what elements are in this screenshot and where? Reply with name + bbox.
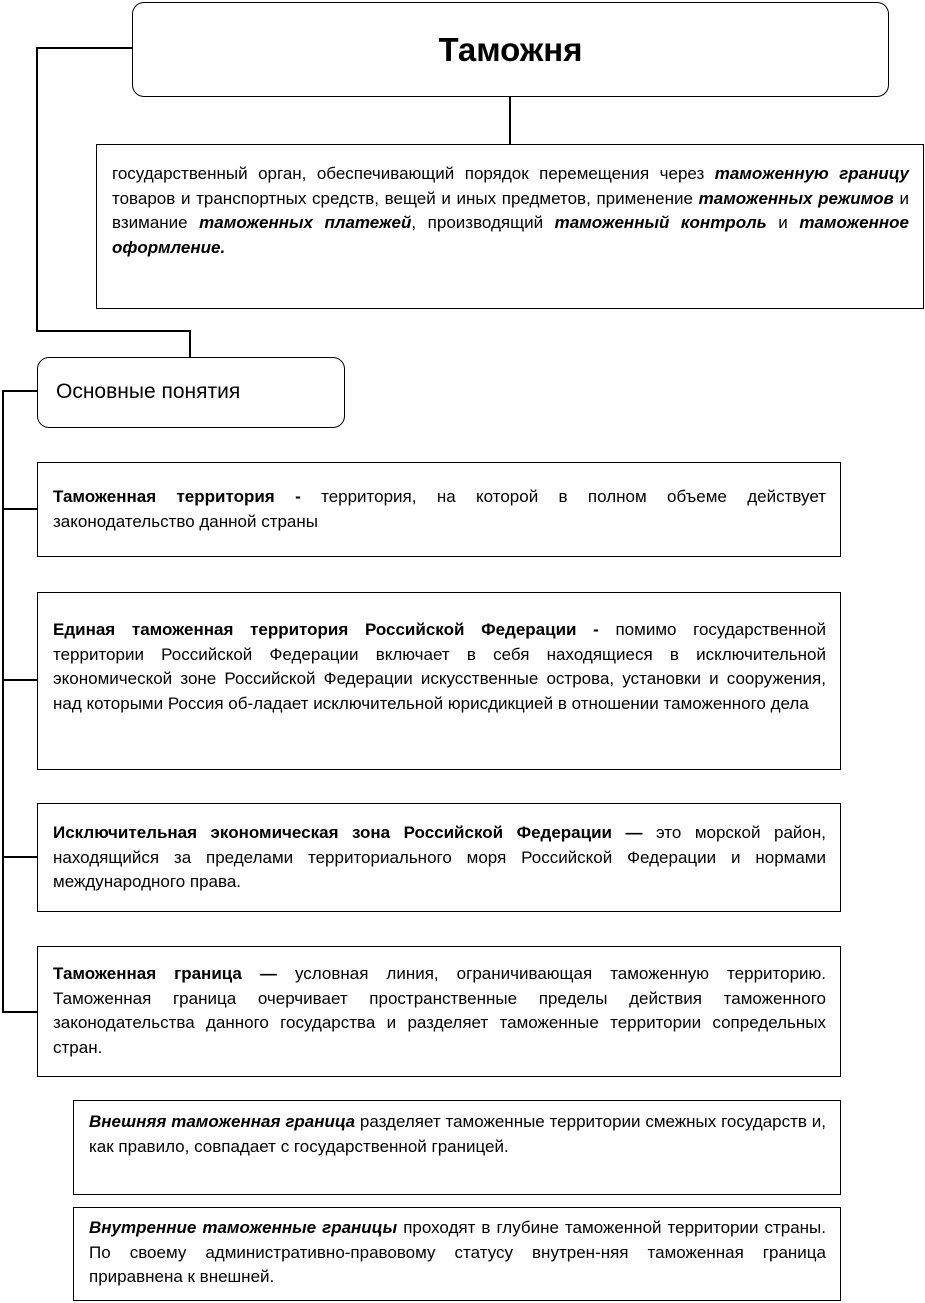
term-definition: это морской район, находящийся за пределами территориального моря Российской Федерации и нормами международного права. (53, 823, 826, 891)
subterm-name: Внешняя таможенная граница (89, 1112, 356, 1131)
definition-box (96, 144, 924, 309)
term-box-unified-customs-territory (37, 592, 841, 770)
connector-title-left-stub (36, 47, 133, 49)
subterm-definition: проходят в глубине таможенной территории страны. По своему административно-правовому статусу внутрен-няя таможенная граница приравнена к внешней. (89, 1218, 826, 1286)
definition-text-part: и (766, 213, 800, 232)
connector-left-vertical (36, 47, 38, 332)
definition-term-customs-border: таможенную границу (714, 164, 909, 183)
definition-text-part: товаров и транспортных средств, вещей и иных предметов, применение (112, 188, 699, 208)
term-box-exclusive-economic-zone (37, 803, 841, 912)
definition-text-part: и взимание (112, 188, 909, 232)
connector-to-concepts-h (36, 330, 191, 332)
title-box (132, 2, 889, 97)
concepts-label: Основные понятия (56, 380, 241, 403)
concepts-box (37, 357, 345, 428)
definition-text-part: , производящий (411, 213, 555, 232)
term-name: Таможенная территория (53, 487, 275, 506)
connector-term-4 (2, 1011, 38, 1013)
definition-term-customs-control: таможенный контроль (554, 213, 767, 232)
term-separator: - (274, 487, 322, 506)
connector-terms-vertical (2, 390, 4, 1013)
connector-term-2 (2, 679, 38, 681)
term-separator (277, 964, 295, 983)
term-box-customs-border (37, 946, 841, 1077)
subterm-name: Внутренние таможенные границы (89, 1218, 398, 1237)
connector-title-to-definition (509, 97, 511, 144)
subterm-box-external-border (73, 1100, 841, 1195)
term-separator (599, 620, 616, 639)
connector-term-1 (2, 508, 38, 510)
term-separator (642, 823, 656, 842)
definition-term-customs-regimes: таможенных режимов (698, 188, 894, 208)
term-name: Таможенная граница — (53, 964, 277, 983)
definition-text-part: государственный орган, обеспечивающий порядок перемещения через (112, 164, 715, 183)
term-name: Исключительная экономическая зона Российской Федерации — (53, 823, 643, 842)
term-definition: территория, на которой в полном объеме действует законодательство данной страны (53, 487, 827, 531)
term-definition: помимо государственной территории Российской Федерации включает в себя находящиеся в исключительной экономической зоне Российской Федерации искусственные острова, установки и сооружения, над которыми Россия об-ладает исключительной юрисдикцией в отношении таможенного дела (53, 620, 826, 713)
term-definition: условная линия, ограничивающая таможенную территорию. Таможенная граница очерчивает пространственные пределы действия таможенного законодательства данного государства и разделяет таможенные территории сопредельных стран. (53, 964, 826, 1057)
subterm-box-internal-borders (73, 1207, 841, 1301)
connector-concepts-stub (2, 390, 38, 392)
connector-to-concepts-v (189, 330, 191, 357)
term-box-customs-territory (37, 462, 841, 557)
term-name: Единая таможенная территория Российской Федерации - (53, 620, 599, 639)
connector-term-3 (2, 856, 38, 858)
definition-term-customs-clearance: таможенное оформление. (112, 213, 909, 257)
subterm-definition: разделяет таможенные территории смежных государств и, как правило, совпадает с государственной границей. (89, 1112, 826, 1156)
definition-term-customs-payments: таможенных платежей (199, 213, 412, 232)
diagram-title: Таможня (438, 31, 583, 68)
